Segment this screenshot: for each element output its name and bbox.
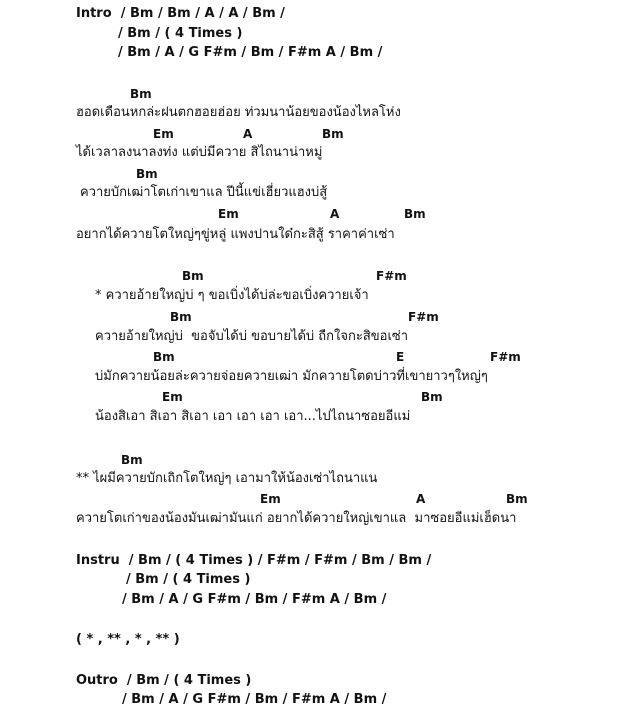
intro-line-3: / Bm / A / G F#m / Bm / F#m A / Bm / — [118, 45, 383, 60]
chord: F#m — [376, 269, 407, 283]
chord: Bm — [506, 492, 528, 506]
chord: Bm — [153, 350, 175, 364]
chord: Em — [162, 390, 183, 404]
lyric-line: ** ไผมีควายบักเถิกโตใหญ่ๆ เอามาให้น้องเซ่าไถนาแน — [76, 471, 378, 486]
lyric-line: ควายบักเฒ่าโตเก่าเขาแล ปีนี้แข่เฮี่ยวแฮงบ่สู้ — [80, 185, 328, 200]
lyric-line: ควายโตเก่าของน้องมันเฒ่ามันแก่ อยากได้ควายใหญ่เขาแล มาซอยอีแม่เฮ็ดนา — [76, 511, 517, 526]
outro-line-2: / Bm / A / G F#m / Bm / F#m A / Bm / — [122, 692, 387, 707]
chord: Bm — [136, 167, 158, 181]
chord: Bm — [121, 453, 143, 467]
intro-line-2: / Bm / ( 4 Times ) — [118, 26, 243, 41]
lyric-line: * ควายอ้ายใหญ่บ่ ๆ ขอเบิ่งได้บ่ล่ะขอเบิ่งควายเจ้า — [95, 288, 369, 303]
chord: A — [243, 127, 253, 141]
instru-line-2: / Bm / ( 4 Times ) — [126, 572, 251, 587]
lyric-line: ได้เวลาลงนาลงท่ง แต่บ่มีควาย สิไถนาน่าหมู่ — [76, 145, 323, 160]
lyric-line: บ่มักควายน้อยล่ะควายจ่อยควายเฒ่า มักควายโตดบ่าวที่เขายาวๆใหญ่ๆ — [95, 369, 488, 384]
lyric-line: ฮอดเดือนหกล่ะฝนตกฮอยฮ่อย ท่วมนาน้อยของน้องไหลโห่ง — [76, 105, 401, 120]
outro-line-1: Outro / Bm / ( 4 Times ) — [76, 673, 252, 688]
lyric-line: ควายอ้ายใหญ่บ่ ขอจับได้บ่ ขอบายได้บ่ ถืกใจกะสิขอเซ่า — [95, 329, 409, 344]
chord: Bm — [421, 390, 443, 404]
lyric-line: อยากได้ควายโตใหญ่ๆขู่หลู่ แพงปานใด๋กะสิสู้ ราคาค่าเซ่า — [76, 227, 395, 242]
chord: Bm — [182, 269, 204, 283]
intro-line-1: Intro / Bm / Bm / A / A / Bm / — [76, 6, 285, 21]
repeat-order: ( * , ** , * , ** ) — [76, 632, 180, 647]
chord: Em — [260, 492, 281, 506]
lyric-line: น้องสิเอา สิเอา สิเอา เอา เอา เอา เอา...ไปไถนาซอยอีแม่ — [95, 409, 411, 424]
chord: Bm — [404, 207, 426, 221]
chord: A — [330, 207, 340, 221]
chord: Bm — [170, 310, 192, 324]
chord: F#m — [408, 310, 439, 324]
chord: Em — [218, 207, 239, 221]
chord: E — [396, 350, 405, 364]
chord: Bm — [130, 87, 152, 101]
instru-line-3: / Bm / A / G F#m / Bm / F#m A / Bm / — [122, 592, 387, 607]
chord: Em — [153, 127, 174, 141]
chord: A — [416, 492, 426, 506]
chord: Bm — [322, 127, 344, 141]
instru-line-1: Instru / Bm / ( 4 Times ) / F#m / F#m / Bm / Bm / — [76, 553, 432, 568]
chord: F#m — [490, 350, 521, 364]
